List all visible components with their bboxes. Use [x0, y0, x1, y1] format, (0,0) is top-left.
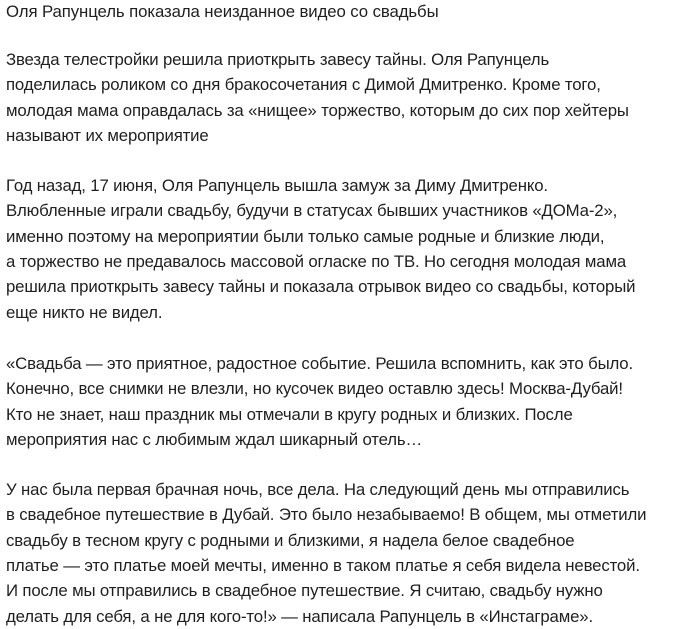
quote-line: У нас была первая брачная ночь, все дела. На следующий день мы отправились — [6, 480, 630, 500]
body-line: Влюбленные играли свадьбу, будучи в статусах бывших участников «ДОМа-2», — [6, 201, 618, 221]
body-line: решила приоткрыть завесу тайны и показала отрывок видео со свадьбы, который — [6, 277, 636, 297]
lead-line: называют их мероприятие — [6, 125, 209, 145]
body-line: Год назад, 17 июня, Оля Рапунцель вышла замуж за Диму Дмитренко. — [6, 176, 548, 196]
quote-line: делать для себя, а не для кого-то!» — написала Рапунцель в «Инстаграме». — [6, 606, 593, 626]
lead-paragraph — [6, 47, 693, 148]
quote-line: Конечно, все снимки не влезли, но кусочек видео оставлю здесь! Москва-Дубай! — [6, 379, 623, 399]
quote-line: «Свадьба — это приятное, радостное событие. Решила вспомнить, как это было. — [6, 353, 634, 373]
quote-line: мероприятия нас с любимым ждал шикарный отель… — [6, 429, 423, 449]
quote-paragraph-2 — [6, 477, 693, 629]
quote-line: Кто не знает, наш праздник мы отмечали в кругу родных и близких. После — [6, 404, 573, 424]
quote-line: И после мы отправились в свадебное путешествие. Я считаю, свадьбу нужно — [6, 581, 603, 601]
body-line: именно поэтому на мероприятии были только самые родные и близкие люди, — [6, 226, 605, 246]
quote-paragraph-1 — [6, 351, 693, 452]
lead-line: Звезда телестройки решила приоткрыть завесу тайны. Оля Рапунцель — [6, 50, 550, 69]
lead-line: молодая мама оправдалась за «нищее» торжество, которым до сих пор хейтеры — [6, 100, 629, 120]
body-line: еще никто не видел. — [6, 302, 163, 322]
quote-line: платье — это платье моей мечты, именно в таком платье я себя видела невестой. — [6, 556, 640, 576]
article-title: Оля Рапунцель показала неизданное видео со свадьбы — [6, 2, 439, 21]
lead-line: поделилась роликом со дня бракосочетания с Димой Дмитренко. Кроме того, — [6, 75, 601, 95]
body-line: а торжество не предавалось массовой огласке по ТВ. Но сегодня молодая мама — [6, 252, 627, 272]
quote-line: свадьбу в тесном кругу с родными и близкими, я надела белое свадебное — [6, 530, 575, 550]
body-paragraph — [6, 173, 693, 325]
quote-line: в свадебное путешествие в Дубай. Это было незабываемо! В общем, мы отметили — [6, 505, 647, 525]
